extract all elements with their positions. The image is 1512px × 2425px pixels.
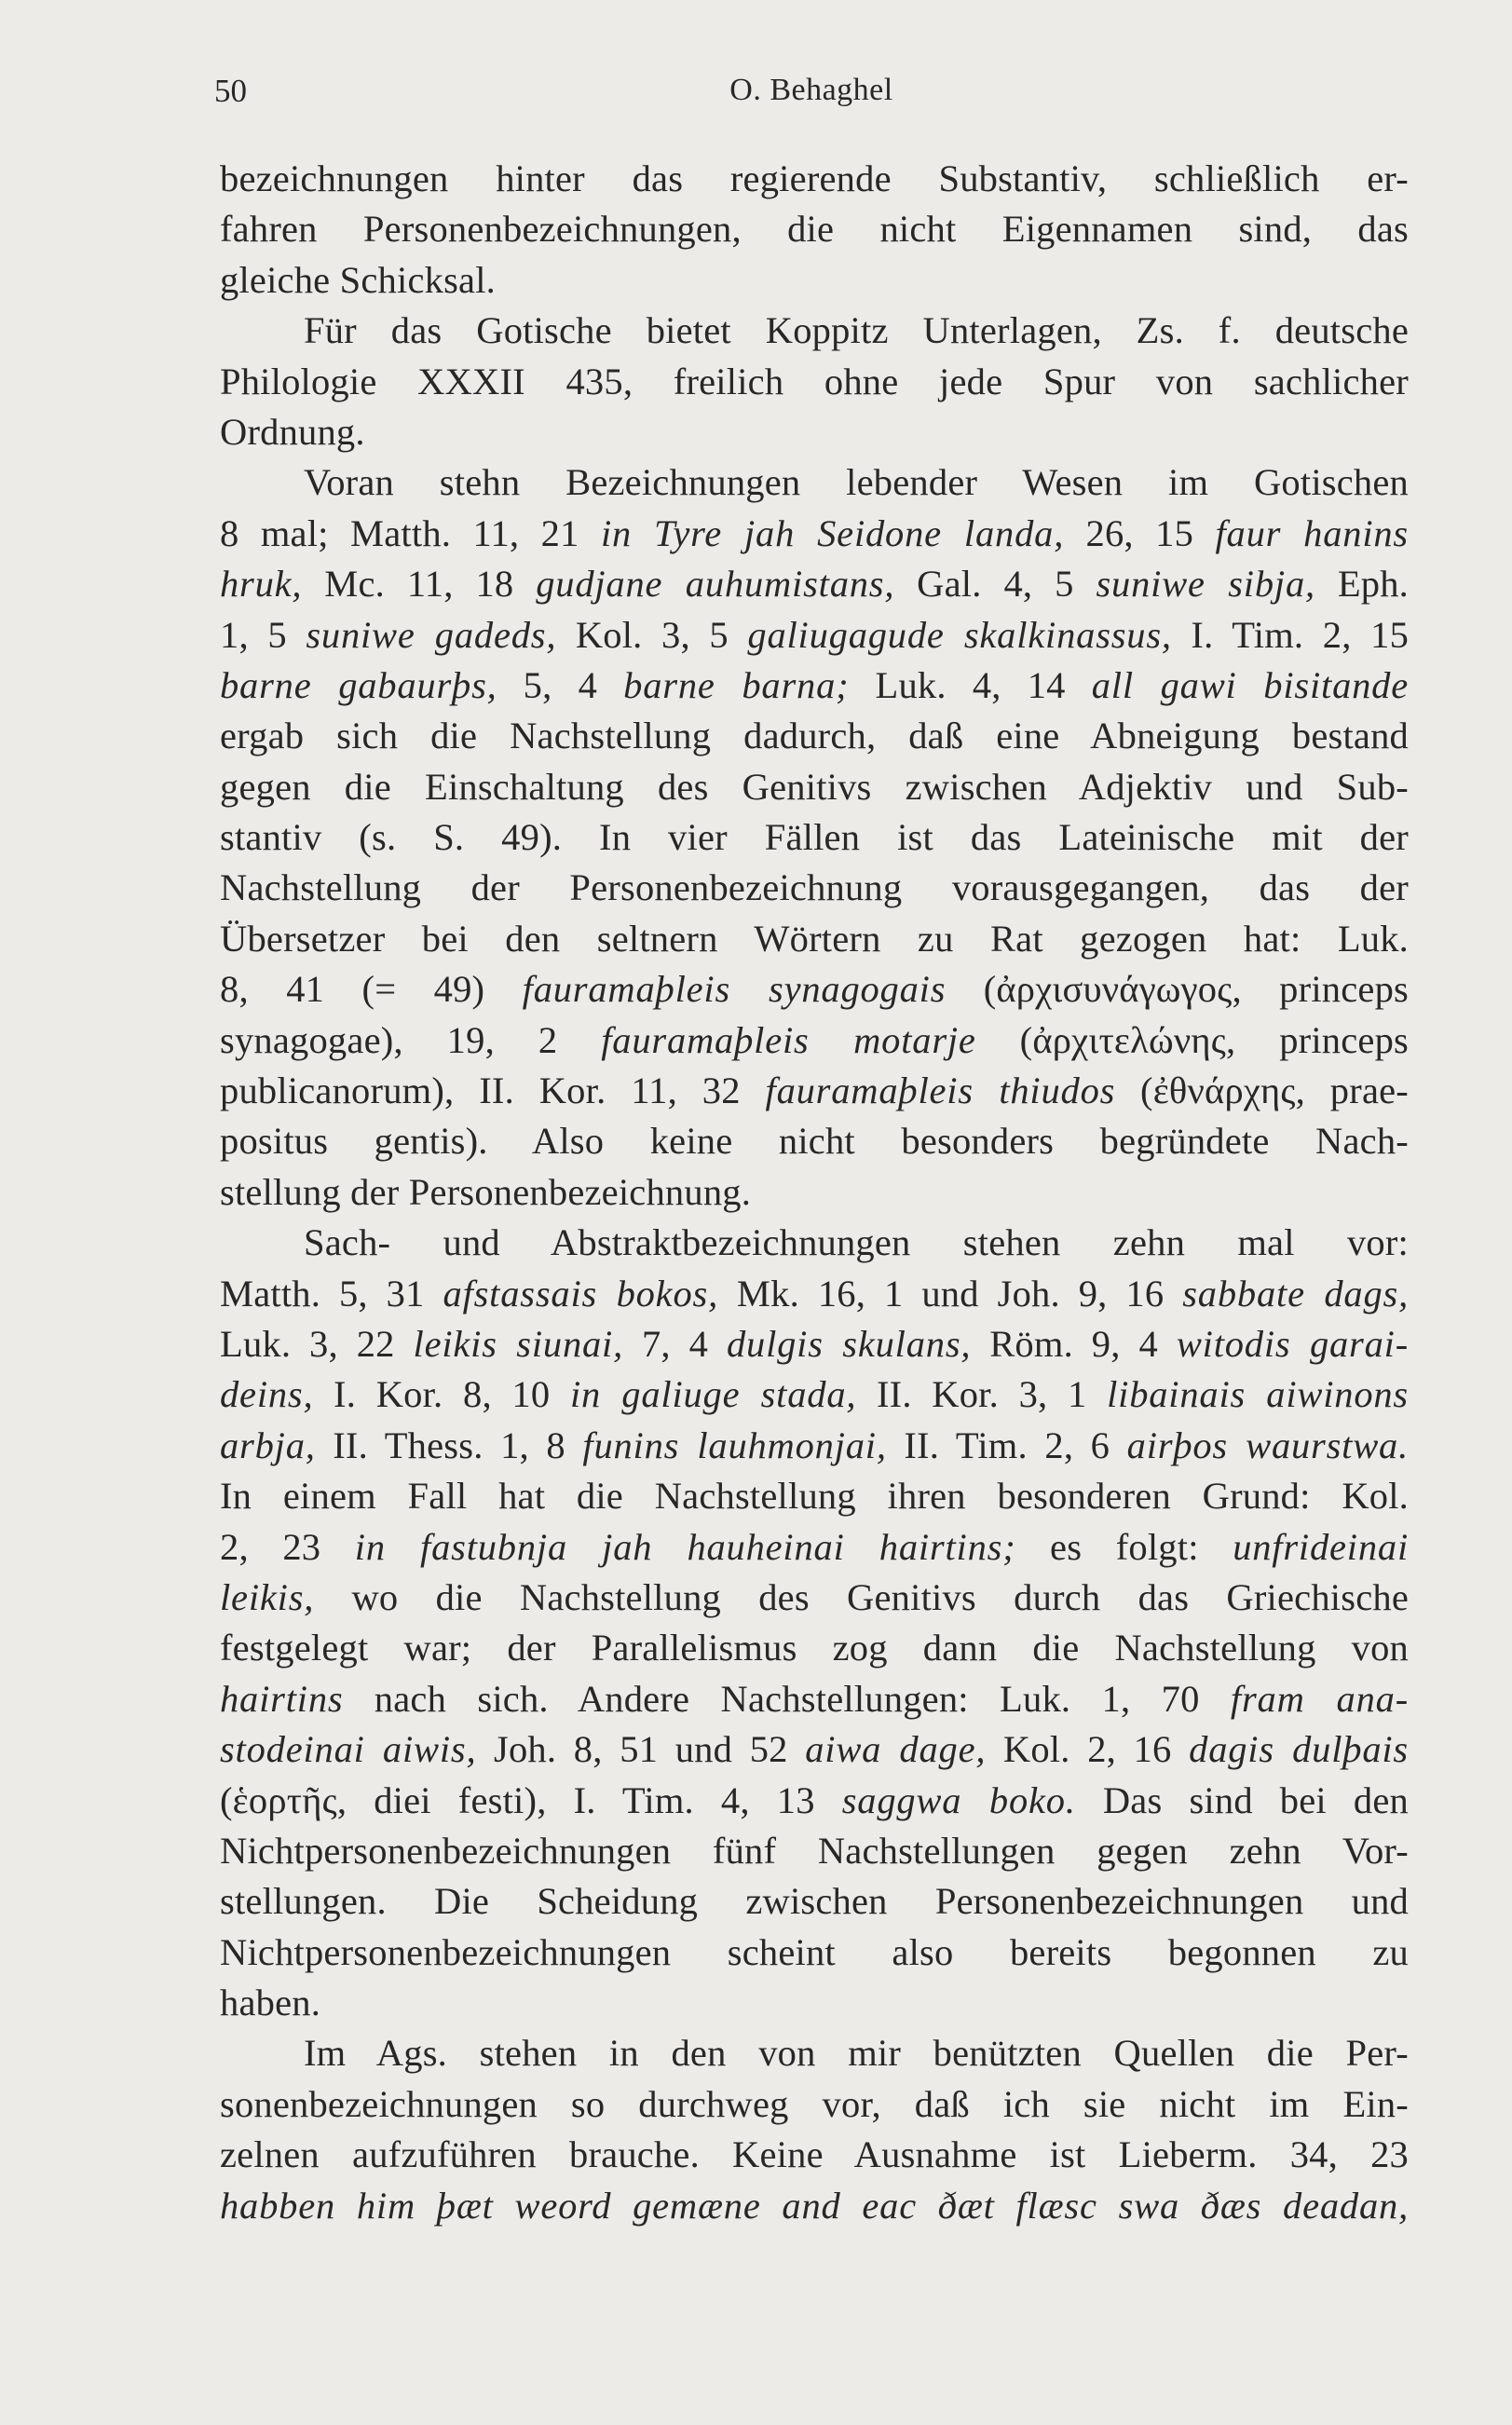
text-line: [220, 407, 1409, 457]
italic-citation: sabbate dags,: [1182, 1272, 1409, 1315]
text-segment: (ἐθνάρχης, prae-: [1115, 1069, 1409, 1112]
italic-citation: fram ana-: [1230, 1677, 1409, 1720]
text-segment: Mc. 11, 18: [302, 563, 537, 606]
italic-citation: leikis siunai,: [413, 1322, 624, 1365]
text-segment: Das sind bei den: [1075, 1778, 1409, 1821]
running-head: [214, 73, 1409, 117]
italic-citation: arbja,: [220, 1424, 316, 1466]
text-line: [220, 559, 1409, 609]
italic-citation: in galiuge stada,: [569, 1373, 857, 1416]
text-segment: 5, 4: [497, 663, 624, 706]
italic-citation: hairtins: [220, 1677, 344, 1720]
italic-citation: funins lauhmonjai,: [582, 1424, 887, 1466]
paragraph: [220, 2028, 1409, 2231]
text-segment: ergab sich die Nachstellung dadurch, daß eine Abneigung bestand: [220, 715, 1409, 757]
text-segment: synagogae), 19, 2: [220, 1018, 602, 1061]
text-segment: Ordnung.: [220, 410, 365, 453]
text-segment: II. Kor. 3, 1: [856, 1373, 1108, 1416]
page-number: 50: [214, 73, 247, 109]
italic-citation: stodeinai aiwis,: [220, 1728, 477, 1771]
italic-citation: fauramaþleis motarje: [601, 1018, 976, 1061]
text-segment: (ἀρχιτελώνης, princeps: [975, 1018, 1409, 1061]
italic-citation: faur hanins: [1215, 511, 1409, 554]
text-line: [220, 610, 1409, 661]
text-line: [220, 914, 1409, 964]
text-segment: Im Ags. stehen in den von mir benützten Quellen die Per-: [304, 2032, 1409, 2075]
text-segment: (ἑορτῆς, diei festi), I. Tim. 4, 13: [220, 1778, 842, 1821]
text-segment: haben.: [220, 1982, 321, 2024]
text-segment: stantiv (s. S. 49). In vier Fällen ist das Lateinische mit der: [220, 816, 1409, 859]
text-segment: stellung der Personenbezeichnung.: [220, 1170, 752, 1213]
text-segment: Joh. 8, 51 und 52: [476, 1728, 806, 1771]
text-line: [220, 1319, 1409, 1369]
text-segment: festgelegt war; der Parallelismus zog dann die Nachstellung von: [220, 1627, 1409, 1669]
text-line: [220, 1724, 1409, 1775]
text-segment: II. Thess. 1, 8: [315, 1424, 583, 1466]
text-segment: Für das Gotische bietet Koppitz Unterlagen, Zs. f. deutsche: [304, 309, 1409, 352]
text-line: [220, 1674, 1409, 1724]
text-segment: fahren Personenbezeichnungen, die nicht Eigennamen sind, das: [220, 208, 1409, 251]
italic-citation: unfrideinai: [1233, 1525, 1409, 1568]
text-segment: bezeichnungen hinter das regierende Substantiv, schließlich er-: [220, 157, 1409, 199]
text-segment: 26, 15: [1064, 511, 1216, 554]
text-line: [220, 1876, 1409, 1927]
italic-citation: galiugagude skalkinassus,: [747, 613, 1172, 656]
text-line: [220, 1218, 1409, 1268]
italic-citation: witodis garai-: [1176, 1322, 1409, 1365]
italic-citation: deins,: [220, 1373, 314, 1416]
italic-citation: barne gabaurþs,: [220, 663, 497, 706]
text-line: [220, 255, 1409, 306]
text-line: [220, 1167, 1409, 1218]
italic-citation: afstassais bokos,: [443, 1272, 718, 1315]
text-segment: (ἀρχισυνάγωγος, princeps: [946, 968, 1409, 1011]
italic-citation: in Tyre jah Seidone landa,: [600, 511, 1065, 554]
text-segment: I. Kor. 8, 10: [313, 1373, 570, 1416]
italic-citation: libainais aiwinons: [1107, 1373, 1409, 1416]
text-line: [220, 1116, 1409, 1166]
text-segment: gleiche Schicksal.: [220, 258, 496, 301]
running-head-author: O. Behaghel: [729, 73, 893, 107]
text-line: [220, 661, 1409, 711]
paragraph: [220, 457, 1409, 1218]
text-line: [220, 1776, 1409, 1826]
text-line: [220, 964, 1409, 1015]
body-text: [220, 154, 1409, 2231]
text-line: [220, 2130, 1409, 2180]
text-segment: Voran stehn Bezeichnungen lebender Wesen im Gotischen: [304, 461, 1409, 504]
italic-citation: suniwe sibja,: [1096, 563, 1315, 606]
text-segment: Nachstellung der Personenbezeichnung vorausgegangen, das der: [220, 866, 1409, 909]
text-line: [220, 154, 1409, 204]
text-segment: Mk. 16, 1 und Joh. 9, 16: [718, 1272, 1183, 1315]
text-line: [220, 457, 1409, 508]
text-segment: Luk. 3, 22: [220, 1322, 414, 1365]
text-line: [220, 812, 1409, 863]
italic-citation: aiwa dage,: [805, 1728, 987, 1771]
text-segment: Nichtpersonenbezeichnungen scheint also bereits begonnen zu: [220, 1930, 1409, 1973]
text-line: [220, 1269, 1409, 1319]
text-line: [220, 357, 1409, 407]
text-segment: zelnen aufzuführen brauche. Keine Ausnahme ist Lieberm. 34, 23: [220, 2133, 1409, 2176]
text-line: [220, 1522, 1409, 1573]
italic-citation: airþos waurstwa.: [1126, 1424, 1409, 1466]
italic-citation: fauramaþleis thiudos: [765, 1069, 1116, 1112]
text-line: [220, 204, 1409, 254]
text-segment: 8, 41 (= 49): [220, 968, 523, 1011]
italic-citation: all gawi bisitande: [1091, 663, 1409, 706]
text-segment: es folgt:: [1015, 1525, 1233, 1568]
text-segment: In einem Fall hat die Nachstellung ihren besonderen Grund: Kol.: [220, 1475, 1409, 1518]
text-segment: 2, 23: [220, 1525, 355, 1568]
italic-citation: gudjane auhumistans,: [536, 563, 895, 606]
text-line: [220, 306, 1409, 356]
text-segment: 8 mal; Matth. 11, 21: [220, 511, 601, 554]
text-line: [220, 1421, 1409, 1471]
text-line: [220, 1015, 1409, 1066]
paragraph: [220, 306, 1409, 457]
text-line: [220, 1928, 1409, 1978]
paragraph: [220, 1218, 1409, 2028]
text-line: [220, 2181, 1409, 2231]
italic-citation: habben him þæt weord gemæne and eac ðæt flæsc swa ðæs deadan,: [220, 2184, 1409, 2227]
text-line: [220, 1623, 1409, 1673]
text-segment: Luk. 4, 14: [849, 663, 1092, 706]
text-line: [220, 1471, 1409, 1521]
text-line: [220, 509, 1409, 559]
text-segment: II. Tim. 2, 6: [886, 1424, 1127, 1466]
text-segment: Kol. 3, 5: [556, 613, 748, 656]
italic-citation: hruk,: [220, 563, 303, 606]
italic-citation: fauramaþleis synagogais: [522, 968, 947, 1011]
text-segment: stellungen. Die Scheidung zwischen Personenbezeichnungen und: [220, 1880, 1409, 1923]
text-segment: 1, 5: [220, 613, 306, 656]
text-line: [220, 2028, 1409, 2078]
text-segment: Kol. 2, 16: [986, 1728, 1190, 1771]
text-segment: sonenbezeichnungen so durchweg vor, daß ich sie nicht im Ein-: [220, 2082, 1409, 2125]
text-line: [220, 1826, 1409, 1876]
text-segment: I. Tim. 2, 15: [1171, 613, 1409, 656]
italic-citation: saggwa boko.: [841, 1778, 1076, 1821]
text-line: [220, 1369, 1409, 1420]
text-segment: nach sich. Andere Nachstellungen: Luk. 1, 70: [343, 1677, 1231, 1720]
text-segment: Sach- und Abstraktbezeichnungen stehen zehn mal vor:: [304, 1221, 1409, 1264]
italic-citation: in fastubnja jah hauheinai hairtins;: [354, 1525, 1016, 1568]
italic-citation: suniwe gadeds,: [306, 613, 557, 656]
text-segment: Matth. 5, 31: [220, 1272, 443, 1315]
text-line: [220, 863, 1409, 913]
text-line: [220, 1066, 1409, 1116]
text-line: [220, 711, 1409, 761]
text-segment: wo die Nachstellung des Genitivs durch das Griechische: [314, 1575, 1409, 1618]
text-line: [220, 1978, 1409, 2028]
text-segment: Nichtpersonenbezeichnungen fünf Nachstellungen gegen zehn Vor-: [220, 1829, 1409, 1872]
text-segment: Röm. 9, 4: [971, 1322, 1177, 1365]
text-line: [220, 1573, 1409, 1623]
italic-citation: dulgis skulans,: [726, 1322, 972, 1365]
italic-citation: barne barna;: [623, 663, 850, 706]
italic-citation: dagis dulþais: [1189, 1728, 1409, 1771]
text-segment: Eph.: [1314, 563, 1409, 606]
text-line: [220, 2079, 1409, 2130]
text-segment: publicanorum), II. Kor. 11, 32: [220, 1069, 766, 1112]
text-segment: Philologie XXXII 435, freilich ohne jede Spur von sachlicher: [220, 360, 1409, 402]
paragraph: [220, 154, 1409, 306]
text-segment: Gal. 4, 5: [894, 563, 1097, 606]
text-segment: positus gentis). Also keine nicht besonders begründete Nach-: [220, 1120, 1409, 1163]
text-segment: gegen die Einschaltung des Genitivs zwischen Adjektiv und Sub-: [220, 765, 1409, 808]
italic-citation: leikis,: [220, 1575, 315, 1618]
text-segment: 7, 4: [623, 1322, 727, 1365]
text-line: [220, 762, 1409, 812]
text-segment: Übersetzer bei den seltnern Wörtern zu Rat gezogen hat: Luk.: [220, 917, 1409, 960]
